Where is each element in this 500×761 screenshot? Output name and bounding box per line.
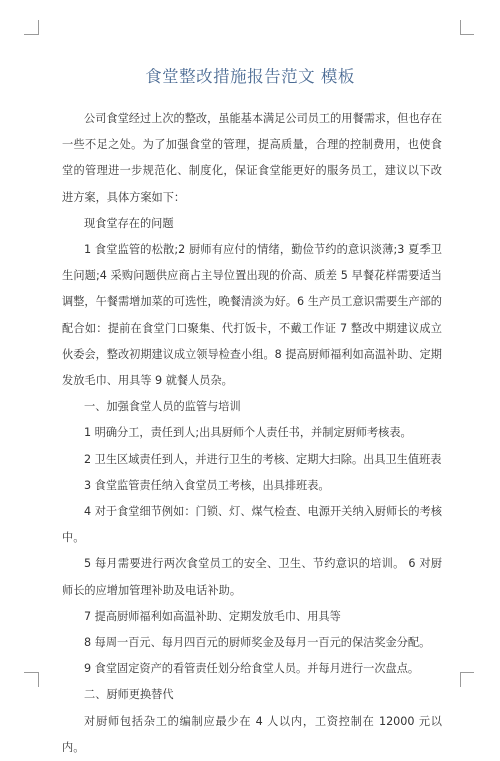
document-body [62,106,442,761]
list-item-4: 4 对于食堂细节例如：门锁、灯、煤气检查、电源开关纳入厨师长的考核中。 [62,505,442,545]
crop-mark-top-right-v [460,20,461,35]
issues-paragraph: 1 食堂监管的松散;2 厨师有应付的情绪，勤俭节约的意识淡薄;3 夏季卫生问题;4 采购问题供应商占主导位置出现的价高、质差 5 早餐花样需要适当调整，午餐需增加菜的可选性，晚餐清淡为好。6 生产员工意识需要生产部的配合如：提前在食堂门口聚集、代打饭卡，不戴工作证 7 整改中期建议成立伙委会，整改初期建议成立领导检查小组。8 提高厨师福利如高温补助、定期发放毛巾、用具等 9 就餐人员杂。 [62,243,442,388]
list-item-1: 1 明确分工，责任到人;出具厨师个人责任书，并制定厨师考核表。 [84,426,412,440]
crop-mark-bottom-right [460,672,474,673]
section-heading-issues: 现食堂存在的问题 [84,216,174,230]
list-item-5: 5 每月需要进行两次食堂员工的安全、卫生、节约意识的培训。 6 对厨师长的应增加管理补助及电话补助。 [62,557,442,597]
section-heading-2: 二、厨师更换替代 [84,688,174,702]
list-item-2: 2 卫生区域责任到人，并进行卫生的考核、定期大扫除。出具卫生值班表 [84,452,442,466]
list-item-7: 7 提高厨师福利如高温补助、定期发放毛巾、用具等 [84,609,341,623]
crop-mark-top-left [24,34,38,35]
crop-mark-bottom-left-v [38,672,39,687]
list-item-8: 8 每周一百元、每月四百元的厨师奖金及每月一百元的保洁奖金分配。 [84,636,431,650]
crop-mark-top-right [460,34,474,35]
crop-mark-bottom-right-v [460,672,461,687]
list-item-9: 9 食堂固定资产的看管责任划分给食堂人员。并每月进行一次盘点。 [84,662,420,676]
list-item-3: 3 食堂监管责任纳入食堂员工考核，出具排班表。 [84,478,330,492]
chef-staffing-paragraph: 对厨师包括杂工的编制应最少在 4 人以内，工资控制在 12000 元以内。 [62,714,442,754]
section-heading-1: 一、加强食堂人员的监管与培训 [84,400,241,414]
intro-paragraph: 公司食堂经过上次的整改，虽能基本满足公司员工的用餐需求，但也存在一些不足之处。为了加强食堂的管理，提高质量，合理的控制费用，也使食堂的管理进一步规范化、制度化，保证食堂能更好的服务员工，建议以下改进方案，具体方案如下： [62,112,443,204]
document-title: 食堂整改措施报告范文 模板 [145,67,355,86]
crop-mark-bottom-left [24,672,38,673]
crop-mark-top-left-v [38,20,39,35]
